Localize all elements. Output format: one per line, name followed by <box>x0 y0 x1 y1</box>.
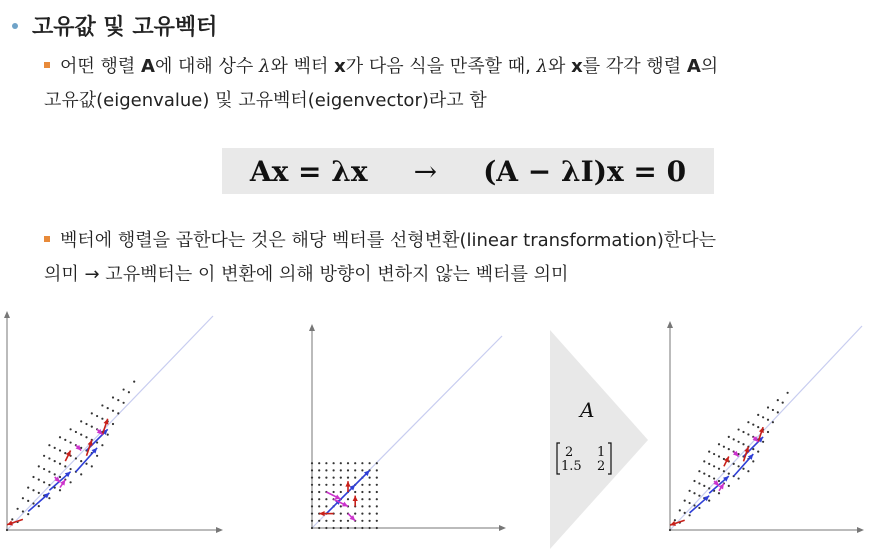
grid-dot <box>376 469 378 471</box>
formula-arrow: → <box>413 154 438 188</box>
grid-dot <box>112 423 114 425</box>
grid-dot <box>112 396 114 398</box>
matrix-name-label: A <box>580 398 595 422</box>
grid-dot <box>354 491 356 493</box>
grid-dot <box>354 527 356 529</box>
grid-dot <box>738 428 740 430</box>
grid-dot <box>777 411 779 413</box>
grid-dot <box>318 462 320 464</box>
grid-dot <box>340 491 342 493</box>
grid-dot <box>752 424 754 426</box>
grid-dot <box>369 520 371 522</box>
grid-dot <box>718 468 720 470</box>
grid-dot <box>101 418 103 420</box>
grid-dot <box>27 487 29 489</box>
grid-dot <box>718 492 720 494</box>
grid-dot <box>376 498 378 500</box>
grid-dot <box>340 505 342 507</box>
grid-dot <box>91 426 93 428</box>
vector-symbol: x <box>334 56 346 77</box>
grid-dot <box>757 414 759 416</box>
grid-dot <box>767 431 769 433</box>
y-axis-tip <box>4 311 10 318</box>
grid-dot <box>708 451 710 453</box>
grid-dot <box>347 498 349 500</box>
grid-dot <box>787 392 789 394</box>
grid-dot <box>325 462 327 464</box>
grid-dot <box>376 520 378 522</box>
grid-dot <box>6 529 8 531</box>
definition-line-2: 고유값(eigenvalue) 및 고유벡터(eigenvector)라고 함 <box>44 90 487 111</box>
grid-dot <box>757 426 759 428</box>
grid-dot <box>32 476 34 478</box>
grid-dot <box>361 498 363 500</box>
grid-dot <box>361 505 363 507</box>
matrix-cell: 1 <box>597 445 606 460</box>
text-segment: 에 대해 상수 <box>154 56 260 77</box>
vector-arrow-head <box>7 521 13 526</box>
grid-dot <box>123 388 125 390</box>
x-axis-tip <box>216 527 223 533</box>
grid-dot <box>340 462 342 464</box>
grid-dot <box>311 469 313 471</box>
grid-dot <box>747 421 749 423</box>
grid-dot <box>684 512 686 514</box>
grid-dot <box>742 431 744 433</box>
matrix-cell: 2 <box>597 459 606 474</box>
grid-dot <box>369 527 371 529</box>
grid-dot <box>354 469 356 471</box>
grid-dot <box>123 402 125 404</box>
grid-dot <box>325 498 327 500</box>
lambda-symbol: λ <box>259 56 271 77</box>
y-axis-tip <box>309 324 315 331</box>
grid-dot <box>723 446 725 448</box>
grid-dot <box>54 473 56 475</box>
grid-dot <box>361 484 363 486</box>
grid-dot <box>325 484 327 486</box>
x-axis-tip <box>499 525 506 531</box>
grid-dot <box>43 481 45 483</box>
grid-dot <box>117 412 119 414</box>
grid-dot <box>48 444 50 446</box>
grid-dot <box>693 492 695 494</box>
grid-dot <box>70 481 72 483</box>
grid-dot <box>107 434 109 436</box>
grid-dot <box>333 477 335 479</box>
grid-dot <box>85 436 87 438</box>
grid-dot <box>369 513 371 515</box>
grid-dot <box>80 420 82 422</box>
grid-dot <box>747 470 749 472</box>
grid-dot <box>718 455 720 457</box>
grid-dot <box>354 477 356 479</box>
grid-dot <box>318 491 320 493</box>
grid-dot <box>369 484 371 486</box>
original-grid-panel <box>309 324 506 531</box>
grid-dot <box>311 477 313 479</box>
grid-dot <box>54 447 56 449</box>
grid-dot <box>333 462 335 464</box>
grid-dot <box>361 527 363 529</box>
page-title: 고유값 및 고유벡터 <box>32 15 218 40</box>
grid-dot <box>369 491 371 493</box>
vector-arrow-head <box>345 481 350 486</box>
grid-dot <box>43 455 45 457</box>
grid-dot <box>713 477 715 479</box>
grid-dot <box>318 505 320 507</box>
grid-dot <box>347 462 349 464</box>
grid-dot <box>738 465 740 467</box>
grid-dot <box>340 527 342 529</box>
grid-dot <box>64 465 66 467</box>
grid-dot <box>75 431 77 433</box>
grid-dot <box>318 484 320 486</box>
vector-arrow-head <box>670 521 676 526</box>
grid-dot <box>772 409 774 411</box>
grid-dot <box>376 477 378 479</box>
grid-dot <box>70 428 72 430</box>
grid-dot <box>54 460 56 462</box>
grid-dot <box>80 473 82 475</box>
grid-dot <box>361 520 363 522</box>
grid-dot <box>318 477 320 479</box>
grid-dot <box>361 462 363 464</box>
grid-dot <box>728 485 730 487</box>
grid-dot <box>718 480 720 482</box>
grid-dot <box>354 462 356 464</box>
grid-dot <box>361 491 363 493</box>
grid-dot <box>311 527 313 529</box>
grid-dot <box>325 527 327 529</box>
grid-dot <box>27 500 29 502</box>
grid-dot <box>75 457 77 459</box>
grid-dot <box>27 513 29 515</box>
grid-dot <box>708 463 710 465</box>
grid-dot <box>698 482 700 484</box>
grid-dot <box>777 399 779 401</box>
vector-arrow-head <box>353 496 358 501</box>
grid-dot <box>48 471 50 473</box>
grid-dot <box>679 509 681 511</box>
grid-dot <box>369 462 371 464</box>
grid-dot <box>738 477 740 479</box>
grid-dot <box>689 502 691 504</box>
formula-right: (A − λI)x = 0 <box>483 154 687 188</box>
grid-dot <box>376 462 378 464</box>
grid-dot <box>340 477 342 479</box>
grid-dot <box>723 470 725 472</box>
grid-dot <box>311 498 313 500</box>
transformation-line-2: 의미 → 고유벡터는 이 변환에 의해 방향이 변하지 않는 벡터를 의미 <box>44 264 569 285</box>
grid-dot <box>376 527 378 529</box>
grid-dot <box>91 412 93 414</box>
grid-dot <box>698 507 700 509</box>
formula-left: Ax = λx <box>249 154 368 188</box>
grid-dot <box>70 468 72 470</box>
grid-dot <box>96 455 98 457</box>
grid-dot <box>64 452 66 454</box>
grid-dot <box>325 520 327 522</box>
grid-dot <box>376 491 378 493</box>
grid-dot <box>107 407 109 409</box>
grid-dot <box>713 453 715 455</box>
grid-dot <box>703 485 705 487</box>
grid-dot <box>767 406 769 408</box>
grid-dot <box>340 520 342 522</box>
grid-dot <box>318 520 320 522</box>
grid-dot <box>703 473 705 475</box>
grid-dot <box>11 518 13 520</box>
grid-dot <box>333 527 335 529</box>
grid-dot <box>80 460 82 462</box>
grid-dot <box>318 498 320 500</box>
grid-dot <box>728 473 730 475</box>
grid-dot <box>38 465 40 467</box>
grid-dot <box>742 468 744 470</box>
grid-dot <box>767 419 769 421</box>
grid-dot <box>738 441 740 443</box>
grid-dot <box>38 492 40 494</box>
grid-dot <box>752 460 754 462</box>
lambda-symbol: λ <box>536 56 548 77</box>
grid-dot <box>311 505 313 507</box>
grid-dot <box>733 463 735 465</box>
grid-dot <box>43 468 45 470</box>
grid-dot <box>101 444 103 446</box>
grid-dot <box>333 484 335 486</box>
vector-arrow-head <box>759 427 764 433</box>
eigen-direction-line <box>7 316 213 530</box>
grid-dot <box>742 443 744 445</box>
transformation-arrow-shape <box>550 330 648 549</box>
grid-dot <box>689 514 691 516</box>
grid-dot <box>689 490 691 492</box>
matrix-cell: 1.5 <box>561 459 582 474</box>
y-axis-tip <box>667 321 673 328</box>
grid-dot <box>311 520 313 522</box>
grid-dot <box>70 441 72 443</box>
eigen-direction-line <box>670 326 862 530</box>
grid-dot <box>376 484 378 486</box>
grid-dot <box>782 402 784 404</box>
text-segment: 어떤 행렬 <box>60 56 141 77</box>
text-segment: 와 <box>547 56 572 77</box>
grid-dot <box>17 508 19 510</box>
vector-symbol: x <box>571 56 583 77</box>
grid-dot <box>693 504 695 506</box>
grid-dot <box>333 520 335 522</box>
matrix-symbol: A <box>141 56 155 77</box>
grid-dot <box>128 391 130 393</box>
grid-dot <box>48 497 50 499</box>
grid-dot <box>762 416 764 418</box>
x-axis-tip <box>857 527 864 533</box>
grid-dot <box>22 497 24 499</box>
grid-dot <box>340 484 342 486</box>
text-segment: 의 <box>700 56 719 77</box>
grid-dot <box>347 527 349 529</box>
grid-dot <box>369 498 371 500</box>
grid-dot <box>311 462 313 464</box>
grid-dot <box>91 465 93 467</box>
grid-dot <box>347 520 349 522</box>
grid-dot <box>733 438 735 440</box>
grid-dot <box>311 491 313 493</box>
grid-dot <box>325 505 327 507</box>
grid-dot <box>133 381 135 383</box>
grid-dot <box>369 477 371 479</box>
grid-dot <box>38 479 40 481</box>
grid-dot <box>369 505 371 507</box>
transformed-grid-panel-right <box>667 321 864 533</box>
grid-dot <box>703 460 705 462</box>
grid-dot <box>354 513 356 515</box>
grid-dot <box>772 421 774 423</box>
grid-dot <box>48 457 50 459</box>
grid-dot <box>59 476 61 478</box>
grid-dot <box>713 465 715 467</box>
grid-dot <box>32 502 34 504</box>
grid-dot <box>38 505 40 507</box>
grid-dot <box>48 484 50 486</box>
grid-dot <box>32 489 34 491</box>
grid-dot <box>101 404 103 406</box>
grid-dot <box>311 513 313 515</box>
grid-dot <box>59 449 61 451</box>
grid-dot <box>22 510 24 512</box>
grid-dot <box>698 470 700 472</box>
grid-dot <box>669 529 671 531</box>
grid-dot <box>340 513 342 515</box>
grid-dot <box>376 513 378 515</box>
grid-dot <box>708 487 710 489</box>
grid-dot <box>85 463 87 465</box>
grid-dot <box>340 469 342 471</box>
grid-dot <box>718 443 720 445</box>
grid-dot <box>684 500 686 502</box>
grid-dot <box>728 436 730 438</box>
grid-dot <box>347 477 349 479</box>
grid-dot <box>333 491 335 493</box>
text-segment: 와 벡터 <box>270 56 335 77</box>
text-segment: 가 다음 식을 만족할 때, <box>345 56 537 77</box>
grid-dot <box>708 475 710 477</box>
grid-dot <box>59 463 61 465</box>
grid-dot <box>80 434 82 436</box>
transformed-grid-panel-left <box>4 311 223 533</box>
grid-dot <box>698 495 700 497</box>
grid-dot <box>64 439 66 441</box>
grid-dot <box>728 448 730 450</box>
grid-dot <box>757 451 759 453</box>
grid-dot <box>747 433 749 435</box>
grid-dot <box>361 469 363 471</box>
grid-dot <box>693 480 695 482</box>
grid-dot <box>674 519 676 521</box>
transformation-line-1: 벡터에 행렬을 곱한다는 것은 해당 벡터를 선형변환(linear transformation)한다는 <box>60 230 717 251</box>
vector-arrow-head <box>104 419 109 425</box>
grid-dot <box>325 469 327 471</box>
grid-dot <box>333 469 335 471</box>
matrix-cell: 2 <box>565 445 574 460</box>
grid-dot <box>347 469 349 471</box>
grid-dot <box>112 410 114 412</box>
grid-dot <box>376 505 378 507</box>
matrix-symbol: A <box>686 56 701 77</box>
grid-dot <box>117 399 119 401</box>
grid-dot <box>96 415 98 417</box>
grid-dot <box>59 436 61 438</box>
grid-dot <box>762 441 764 443</box>
grid-dot <box>361 513 363 515</box>
grid-dot <box>85 423 87 425</box>
grid-dot <box>318 469 320 471</box>
text-segment: 를 각각 행렬 <box>582 56 687 77</box>
grid-dot <box>318 527 320 529</box>
grid-dot <box>59 489 61 491</box>
vector-arrow-head <box>319 511 324 516</box>
grid-dot <box>311 484 313 486</box>
grid-dot <box>325 477 327 479</box>
grid-dot <box>708 500 710 502</box>
